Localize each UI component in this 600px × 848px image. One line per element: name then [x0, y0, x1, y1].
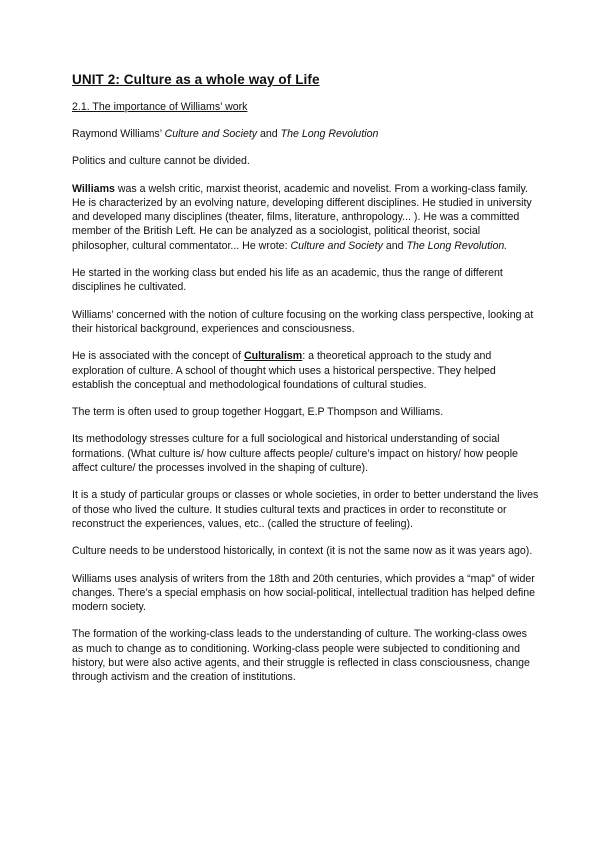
unit-title: UNIT 2: Culture as a whole way of Life [72, 72, 320, 87]
bio-work-1: Culture and Society [290, 239, 383, 252]
section-heading: 2.1. The importance of Williams’ work [72, 101, 248, 113]
culturalism-term: Culturalism [243, 350, 303, 363]
works-prefix: Raymond Williams’ [72, 128, 165, 140]
paragraph-concerned: Williams’ concerned with the notion of culture focusing on the working class perspective, looking at their historical background, experiences and consciousness. [72, 308, 534, 335]
work-title-culture-and-society: Culture and Society [164, 128, 258, 140]
paragraph-politics: Politics and culture cannot be divided. [72, 155, 250, 168]
paragraph-formation: The formation of the working-class leads to the understanding of culture. The working-class owes as much to change as to conditioning. Working-class people were subjected to conditioning and history, but were also active agents, and their struggle is reflected in class consciousness, change through activism and the creation of institutions. [72, 628, 530, 684]
works-and: and [257, 128, 281, 140]
culturalism-before: He is associated with the concept of [72, 350, 244, 363]
paragraph-working-class: He started in the working class but ended his life as an academic, thus the range of different disciplines he cultivated. [72, 267, 503, 294]
works-line [72, 127, 540, 141]
williams-name: Williams [72, 182, 115, 195]
culturalism-after: : a theoretical approach to the study and exploration of culture. A school of thought which uses a historical perspective. They helped establish the conceptual and methodological foundations of cultural studies. [72, 350, 496, 391]
paragraph-williams-bio [72, 182, 540, 253]
paragraph-methodology: Its methodology stresses culture for a full sociological and historical understanding of social formations. (What culture is/ how culture affects people/ culture’s impact on history/ how people affect culture/ the processes involved in the shaping of culture). [72, 433, 518, 475]
bio-and: and [382, 239, 407, 252]
paragraph-term: The term is often used to group together Hoggart, E.P Thompson and Williams. [72, 406, 444, 419]
paragraph-analysis: Williams uses analysis of writers from the 18th and 20th centuries, which provides a “map” of wider changes. There’s a special emphasis on how social-political, intellectual tradition has helped define modern society. [72, 572, 536, 614]
paragraph-study: It is a study of particular groups or classes or whole societies, in order to better understand the lives of those who lived the culture. It studies cultural texts and practices in order to reconstitute or reconstruct the experiences, values, etc.. (called the structure of feeling). [72, 489, 539, 530]
paragraph-historically: Culture needs to be understood historically, in context (it is not the same now as it was years ago). [72, 545, 533, 558]
work-title-long-revolution: The Long Revolution [280, 128, 379, 140]
williams-bio-text: was a welsh critic, marxist theorist, academic and novelist. From a working-class family. He is characterized by an evolving nature, developing different disciplines. He studied in university and developed many disciplines (theater, films, literature, anthropology... ). He was a committed member of the British Left. He can be analyzed as a sociologist, political theorist, social philosopher, cultural commentator... He wrote: [72, 182, 532, 252]
bio-work-2: The Long Revolution. [406, 239, 508, 252]
paragraph-culturalism [72, 349, 540, 392]
